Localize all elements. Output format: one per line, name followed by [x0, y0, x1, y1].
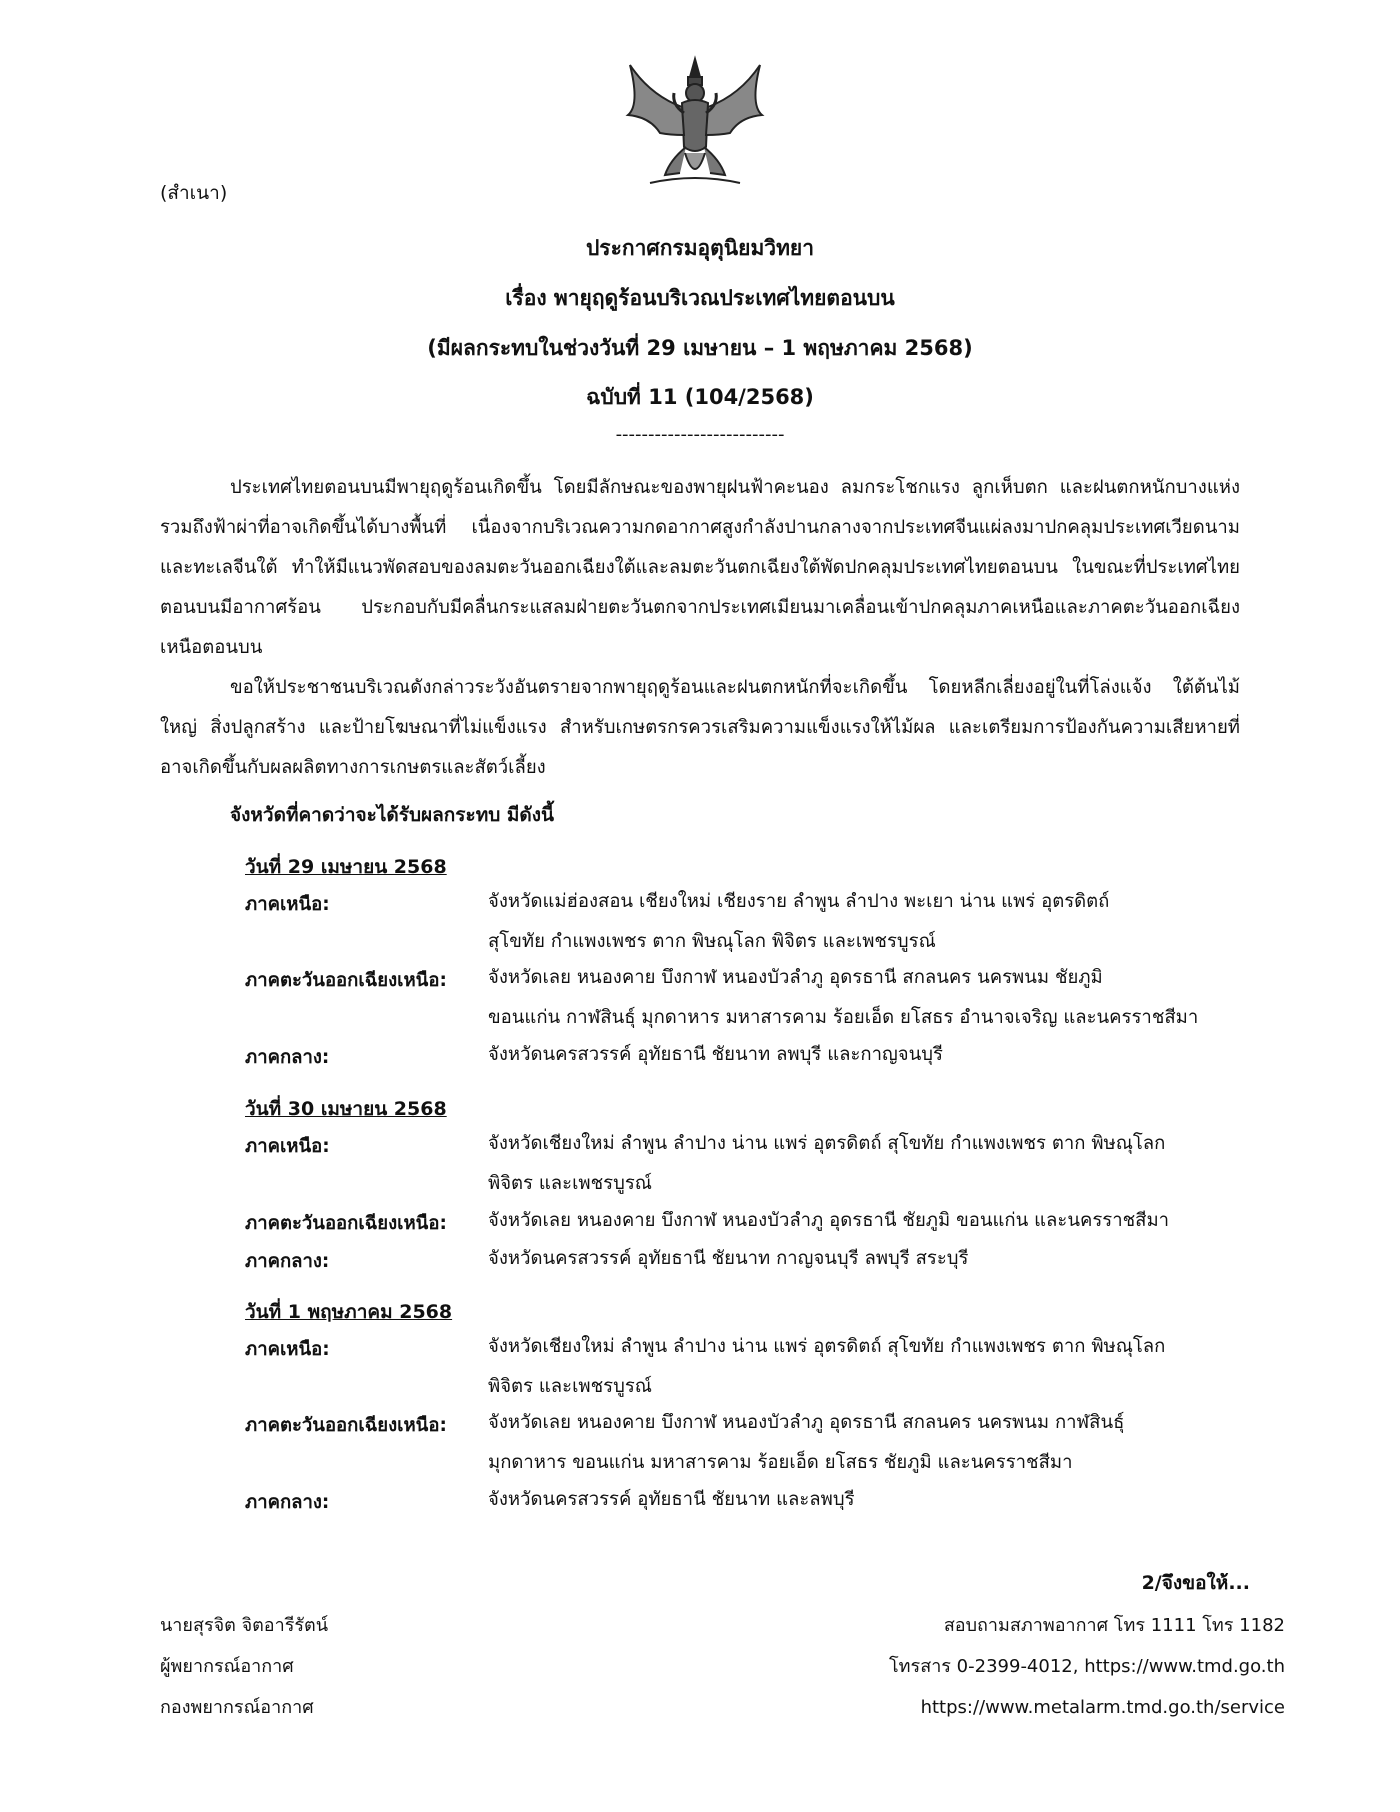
day-2-north-label: ภาคเหนือ: — [245, 1136, 330, 1157]
day-2-northeast-label: ภาคตะวันออกเฉียงเหนือ: — [245, 1213, 447, 1234]
day-1-date: วันที่ 29 เมษายน 2568 — [245, 856, 447, 878]
announcement-period: (มีผลกระทบในช่วงวันที่ 29 เมษายน – 1 พฤษภาคม 2568) — [427, 336, 973, 360]
day-3-north-provinces — [488, 1327, 1248, 1407]
day-1-north-provinces — [488, 882, 1248, 962]
day-2-date: วันที่ 30 เมษายน 2568 — [245, 1098, 447, 1120]
day-3-date: วันที่ 1 พฤษภาคม 2568 — [245, 1301, 453, 1323]
provinces-line: จังหวัดเชียงใหม่ ลำพูน ลำปาง น่าน แพร่ อุตรดิตถ์ สุโขทัย กำแพงเพชร ตาก พิษณุโลก — [488, 1133, 1166, 1154]
provinces-line: จังหวัดนครสวรรค์ อุทัยธานี ชัยนาท กาญจนบุรี ลพบุรี สระบุรี — [488, 1248, 969, 1269]
announcement-issue: ฉบับที่ 11 (104/2568) — [586, 385, 814, 409]
forecaster-signature-block — [160, 1605, 328, 1728]
day-2-north-provinces — [488, 1124, 1248, 1204]
body-text — [160, 468, 1240, 788]
provinces-line: ขอนแก่น กาฬสินธุ์ มุกดาหาร มหาสารคาม ร้อยเอ็ด ยโสธร อำนาจเจริญ และนครราชสีมา — [488, 1007, 1199, 1028]
provinces-line: สุโขทัย กำแพงเพชร ตาก พิษณุโลก พิจิตร และเพชรบูรณ์ — [488, 931, 936, 952]
provinces-line: จังหวัดเลย หนองคาย บึงกาฬ หนองบัวลำภู อุดรธานี ชัยภูมิ ขอนแก่น และนครราชสีมา — [488, 1210, 1170, 1231]
announcement-title: ประกาศกรมอุตุนิยมวิทยา — [585, 236, 815, 260]
garuda-emblem-icon — [610, 55, 780, 195]
provinces-line: จังหวัดเชียงใหม่ ลำพูน ลำปาง น่าน แพร่ อุตรดิตถ์ สุโขทัย กำแพงเพชร ตาก พิษณุโลก — [488, 1336, 1166, 1357]
day-1-northeast-provinces — [488, 958, 1248, 1038]
day-2-central-provinces — [488, 1239, 1248, 1279]
provinces-line: พิจิตร และเพชรบูรณ์ — [488, 1376, 652, 1397]
forecaster-division: กองพยากรณ์อากาศ — [160, 1697, 314, 1718]
provinces-line: จังหวัดเลย หนองคาย บึงกาฬ หนองบัวลำภู อุดรธานี สกลนคร นครพนม ชัยภูมิ — [488, 967, 1103, 988]
paragraph-cause: ประเทศไทยตอนบนมีพายุฤดูร้อนเกิดขึ้น โดยมีลักษณะของพายุฝนฟ้าคะนอง ลมกระโชกแรง ลูกเห็บตก และฝนตกหนักบางแห่ง รวมถึงฟ้าผ่าที่อาจเกิดขึ้นได้บางพื้นที่ เนื่องจากบริเวณความกดอากาศสูงกำลังปานกลางจากประเทศจีนแผ่ลงมาปกคลุมประเทศเวียดนามและทะเลจีนใต้ ทำให้มีแนวพัดสอบของลมตะวันออกเฉียงใต้และลมตะวันตกเฉียงใต้พัดปกคลุมประเทศไทยตอนบน ในขณะที่ประเทศไทยตอนบนมีอากาศร้อน ประกอบกับมีคลื่นกระแสลมฝ่ายตะวันตกจากประเทศเมียนมาเคลื่อนเข้าปกคลุมภาคเหนือและภาคตะวันออกเฉียงเหนือตอนบน — [160, 477, 1240, 658]
day-2-central-label: ภาคกลาง: — [245, 1251, 330, 1272]
copy-label: (สำเนา) — [160, 182, 228, 204]
contact-phone: สอบถามสภาพอากาศ โทร 1111 โทร 1182 — [943, 1615, 1285, 1636]
provinces-line: จังหวัดแม่ฮ่องสอน เชียงใหม่ เชียงราย ลำพูน ลำปาง พะเยา น่าน แพร่ อุตรดิตถ์ — [488, 891, 1110, 912]
day-1-north-label: ภาคเหนือ: — [245, 894, 330, 915]
provinces-line: พิจิตร และเพชรบูรณ์ — [488, 1173, 652, 1194]
day-1-northeast-label: ภาคตะวันออกเฉียงเหนือ: — [245, 970, 447, 991]
paragraph-advice: ขอให้ประชาชนบริเวณดังกล่าวระวังอันตรายจากพายุฤดูร้อนและฝนตกหนักที่จะเกิดขึ้น โดยหลีกเลี่ยงอยู่ในที่โล่งแจ้ง ใต้ต้นไม้ใหญ่ สิ่งปลูกสร้าง และป้ายโฆษณาที่ไม่แข็งแรง สำหรับเกษตรกรควรเสริมความแข็งแรงให้ไม้ผล และเตรียมการป้องกันความเสียหายที่อาจเกิดขึ้นกับผลผลิตทางการเกษตรและสัตว์เลี้ยง — [160, 677, 1240, 778]
contact-fax-web[interactable]: โทรสาร 0-2399-4012, https://www.tmd.go.th — [889, 1656, 1285, 1677]
service-url-link[interactable]: https://www.metalarm.tmd.go.th/service — [920, 1697, 1285, 1718]
contact-info-block — [889, 1605, 1285, 1728]
day-3-northeast-label: ภาคตะวันออกเฉียงเหนือ: — [245, 1415, 447, 1436]
day-3-north-label: ภาคเหนือ: — [245, 1339, 330, 1360]
day-3-central-label: ภาคกลาง: — [245, 1492, 330, 1513]
forecaster-name: นายสุรจิต จิตอารีรัตน์ — [160, 1615, 329, 1636]
provinces-line: มุกดาหาร ขอนแก่น มหาสารคาม ร้อยเอ็ด ยโสธร ชัยภูมิ และนครราชสีมา — [488, 1452, 1073, 1473]
day-3-northeast-provinces — [488, 1403, 1248, 1483]
announcement-subject: เรื่อง พายุฤดูร้อนบริเวณประเทศไทยตอนบน — [505, 286, 895, 310]
day-2-northeast-provinces — [488, 1201, 1248, 1241]
affected-provinces-title: จังหวัดที่คาดว่าจะได้รับผลกระทบ มีดังนี้ — [230, 804, 555, 826]
day-1-central-label: ภาคกลาง: — [245, 1047, 330, 1068]
day-3-central-provinces — [488, 1480, 1248, 1520]
forecaster-position: ผู้พยากรณ์อากาศ — [160, 1656, 294, 1677]
header-divider: -------------------------- — [615, 424, 785, 445]
provinces-line: จังหวัดนครสวรรค์ อุทัยธานี ชัยนาท ลพบุรี และกาญจนบุรี — [488, 1044, 943, 1065]
next-page-marker: 2/จึงขอให้... — [1141, 1572, 1250, 1594]
day-1-central-provinces — [488, 1035, 1248, 1075]
provinces-line: จังหวัดเลย หนองคาย บึงกาฬ หนองบัวลำภู อุดรธานี สกลนคร นครพนม กาฬสินธุ์ — [488, 1412, 1125, 1433]
provinces-line: จังหวัดนครสวรรค์ อุทัยธานี ชัยนาท และลพบุรี — [488, 1489, 855, 1510]
